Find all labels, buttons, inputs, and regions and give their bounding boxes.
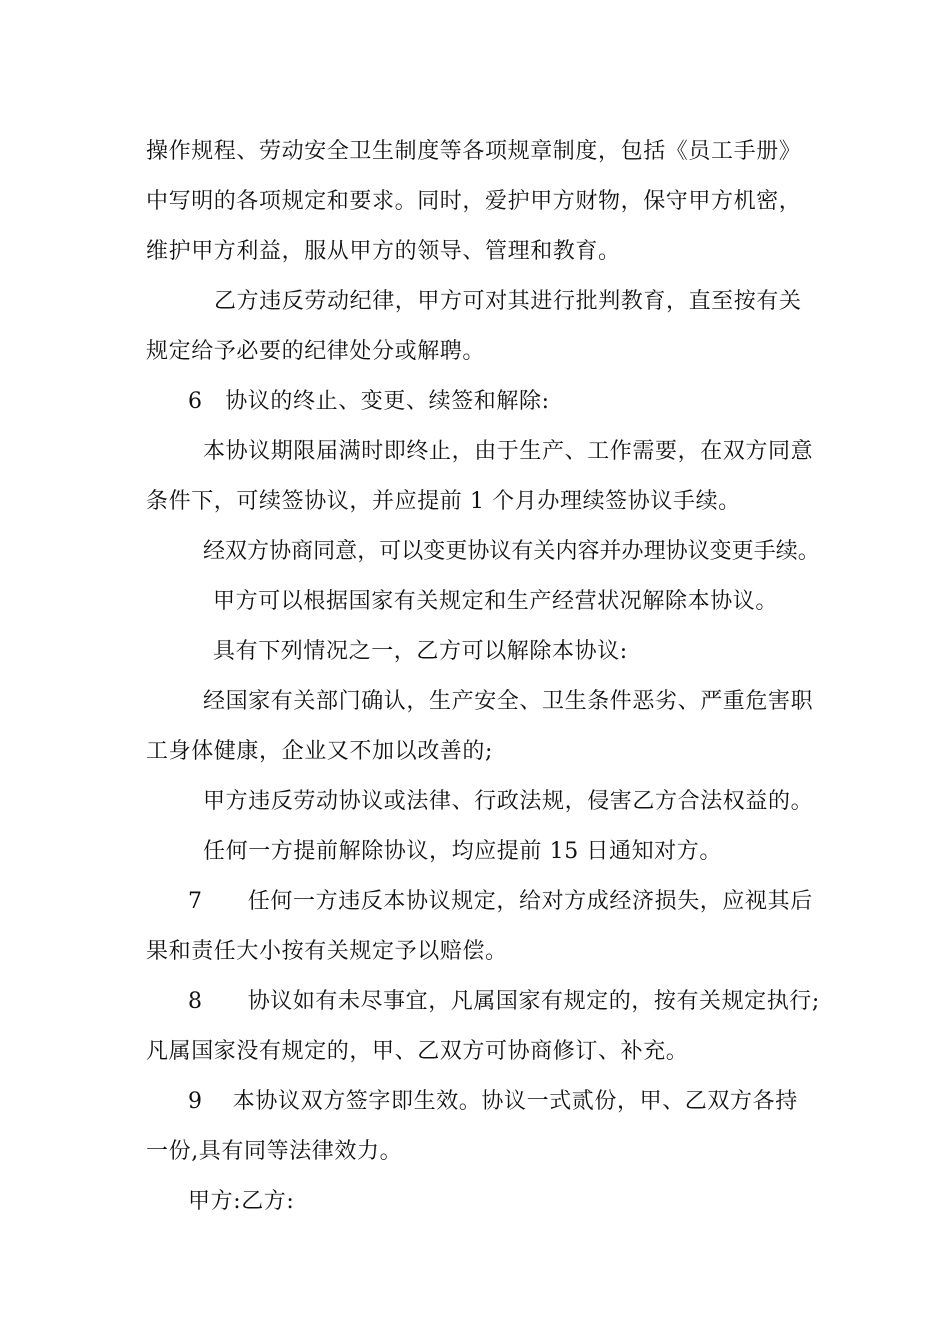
signature-line: 甲方:乙方: (188, 1189, 295, 1214)
section-heading: 6 协议的终止、变更、续签和解除: (188, 389, 550, 414)
text-line: 本协议期限届满时即终止，由于生产、工作需要，在双方同意 (203, 439, 814, 464)
text-line: 经国家有关部门确认，生产安全、卫生条件恶劣、严重危害职 (203, 689, 814, 714)
text-line: 甲方可以根据国家有关规定和生产经营状况解除本协议。 (213, 589, 779, 614)
text-line: 8 协议如有未尽事宜，凡属国家有规定的，按有关规定执行; (188, 989, 820, 1014)
text-line: 凡属国家没有规定的，甲、乙双方可协商修订、补充。 (146, 1039, 689, 1064)
text-line: 维护甲方利益，服从甲方的领导、管理和教育。 (146, 239, 621, 264)
text-line: 工身体健康，企业又不加以改善的; (146, 739, 494, 764)
text-line: 具有下列情况之一，乙方可以解除本协议: (213, 639, 628, 664)
text-line: 乙方违反劳动纪律，甲方可对其进行批判教育，直至按有关 (214, 289, 802, 314)
text-line: 甲方违反劳动协议或法律、行政法规，侵害乙方合法权益的。 (203, 789, 814, 814)
text-line: 一份,具有同等法律效力。 (146, 1139, 403, 1164)
text-line: 7 任何一方违反本协议规定，给对方成经济损失，应视其后 (188, 889, 813, 914)
text-line: 任何一方提前解除协议，均应提前 15 日通知对方。 (203, 839, 722, 864)
text-line: 经双方协商同意，可以变更协议有关内容并办理协议变更手续。 (203, 539, 820, 564)
text-line: 果和责任大小按有关规定予以赔偿。 (146, 939, 508, 964)
text-line: 中写明的各项规定和要求。同时，爱护甲方财物，保守甲方机密， (146, 189, 802, 214)
text-line: 规定给予必要的纪律处分或解聘。 (146, 339, 486, 364)
text-line: 9 本协议双方签字即生效。协议一式贰份，甲、乙双方各持 (188, 1089, 798, 1114)
text-line: 操作规程、劳动安全卫生制度等各项规章制度，包括《员工手册》 (146, 139, 802, 164)
text-line: 条件下，可续签协议，并应提前 1 个月办理续签协议手续。 (146, 489, 741, 514)
